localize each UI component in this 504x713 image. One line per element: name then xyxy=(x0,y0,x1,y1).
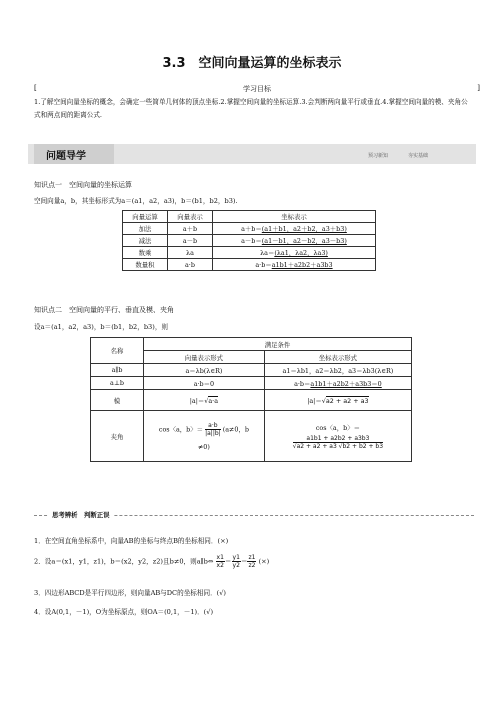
cell-answer: (a1＋b1，a2＋b2，a3＋b3) xyxy=(261,225,347,233)
cell-answer: a1b1＋a2b2＋a3b3 xyxy=(271,261,333,269)
k1-heading: 知识点一 空间向量的坐标运算 xyxy=(34,181,132,189)
banner-tab xyxy=(34,144,114,164)
table-cell: 数量积 xyxy=(123,259,168,271)
table-cell: a∥b xyxy=(91,364,144,377)
cell-prefix: |a|＝ xyxy=(189,396,205,405)
denominator: z2 xyxy=(248,562,256,569)
fraction xyxy=(247,554,256,569)
left-bracket: [ xyxy=(34,84,37,92)
table-row xyxy=(91,411,412,462)
sqrt-icon: √ xyxy=(321,396,326,405)
table-cell: a⊥b xyxy=(91,377,144,390)
table-cell: a1＝λb1，a2＝λb2，a3＝λb3(λ∈R) xyxy=(264,364,411,377)
table-header-row xyxy=(123,211,376,223)
table-row xyxy=(123,247,376,259)
table-cell: a·b xyxy=(167,259,212,271)
question-2: 2．设a＝(x1，y1，z1)，b＝(x2，y2，z2)且b≠0，则a∥b⇔ $\frac{x1}{x2}=$ $\frac{y1}{y2}=$ $\frac{z1}{z2}$ (×) xyxy=(34,554,270,569)
table-cell xyxy=(144,390,265,411)
table-cell xyxy=(212,247,375,259)
table-cell: 模 xyxy=(91,390,144,411)
condition-2: ≠0) xyxy=(197,442,210,451)
numerator: a·b xyxy=(205,422,221,430)
sqrt-icon: √ xyxy=(204,396,209,405)
table-cell xyxy=(212,235,375,247)
table-header: 满足条件 xyxy=(144,338,412,351)
table-header: 坐标表示 xyxy=(212,211,375,223)
table-cell: a＋b xyxy=(167,223,212,235)
think-divider xyxy=(34,510,474,520)
table-header: 向量表示 xyxy=(167,211,212,223)
table-cell: a·b＝0 xyxy=(144,377,265,390)
denominator: √a2 + a2 + a3 √b2 + b2 + b3 xyxy=(292,442,384,450)
condition: (a≠0，b xyxy=(222,425,249,433)
table-cell xyxy=(212,223,375,235)
fraction xyxy=(216,554,225,569)
question-answer: (×) xyxy=(258,557,270,566)
cell-prefix: cos〈a，b〉＝ xyxy=(315,423,360,432)
banner-sub2: 夯实基础 xyxy=(407,153,428,159)
learning-goals-heading: 学习目标 xyxy=(243,85,271,93)
cell-prefix: a＋b＝ xyxy=(241,225,262,233)
table-row xyxy=(91,390,412,411)
cell-answer: (λa1，λa2，λa3) xyxy=(274,249,328,257)
cell-prefix: a·b＝ xyxy=(255,261,272,269)
question-3: 3．四边形ABCD是平行四边形，则向量AB与DC的坐标相同．(√) xyxy=(34,589,227,597)
table-header-row xyxy=(91,338,412,351)
numerator: a1b1 + a2b2 + a3b3 xyxy=(293,435,383,443)
table-header: 坐标表示形式 xyxy=(264,351,411,364)
page-title: 3.3 空间向量运算的坐标表示 xyxy=(162,56,342,71)
table-header: 名称 xyxy=(91,338,144,364)
radicand: b2 + b2 + b3 xyxy=(342,442,384,450)
k1-intro: 空间向量a，b，其坐标形式为a＝(a1，a2，a3)，b＝(b1，b2，b3). xyxy=(34,197,238,205)
radicand: a2 + a2 + a3 xyxy=(325,396,369,405)
question-1: 1．在空间直角坐标系中，向量AB的坐标与终点B的坐标相同．(×) xyxy=(34,537,229,545)
learning-goals-text: 1.了解空间向量坐标的概念，会确定一些简单几何体的顶点坐标.2.掌握空间向量的坐标运算.3.会判断两向量平行或垂直.4.掌握空间向量的模、夹角公式和两点间的距离公式. xyxy=(34,98,468,119)
k2-heading: 知识点二 空间向量的平行、垂直及模、夹角 xyxy=(34,306,174,314)
numerator: x1 xyxy=(216,554,224,561)
cell-answer: (a1－b1，a2－b2，a3－b3) xyxy=(261,237,347,245)
denominator: y2 xyxy=(232,562,240,569)
table-cell: 减法 xyxy=(123,235,168,247)
numerator: z1 xyxy=(248,554,256,561)
cell-answer: a1b1＋a2b2＋a3b3＝0 xyxy=(310,379,382,388)
table-cell: λa xyxy=(167,247,212,259)
table-cell: a＝λb(λ∈R) xyxy=(144,364,265,377)
numerator: y1 xyxy=(232,554,240,561)
cell-prefix: λa＝ xyxy=(260,249,275,257)
table-header: 向量运算 xyxy=(123,211,168,223)
table-row xyxy=(91,377,412,390)
table-row xyxy=(123,235,376,247)
cell-prefix: cos〈a，b〉＝ xyxy=(158,425,204,433)
table-cell xyxy=(212,259,375,271)
table-cell xyxy=(264,411,411,462)
table-header: 向量表示形式 xyxy=(144,351,265,364)
radicand: a·a xyxy=(208,396,219,405)
table-cell: 数乘 xyxy=(123,247,168,259)
vector-relations-table xyxy=(90,337,412,462)
coord-operation-table xyxy=(122,210,376,271)
cell-prefix: a·b＝ xyxy=(294,379,311,388)
denominator: |a||b| xyxy=(205,429,221,437)
right-bracket: ] xyxy=(477,84,480,92)
table-cell xyxy=(144,411,265,462)
fraction xyxy=(205,422,221,437)
question-4: 4．设A(0,1，－1)，O为坐标原点，则OA＝(0,1，－1)．(√) xyxy=(34,608,214,616)
k2-intro: 设a＝(a1，a2，a3)，b＝(b1，b2，b3)，则 xyxy=(34,323,169,331)
table-row xyxy=(123,223,376,235)
table-cell xyxy=(264,377,411,390)
fraction xyxy=(293,435,383,450)
table-cell xyxy=(264,390,411,411)
fraction xyxy=(232,554,241,569)
question-text: 2．设a＝(x1，y1，z1)，b＝(x2，y2，z2)且b≠0，则a∥b⇔ xyxy=(34,557,214,566)
banner-label: 问题导学 xyxy=(46,151,86,162)
section-banner xyxy=(28,144,476,164)
banner-sub1: 预习新知 xyxy=(367,153,388,159)
table-row xyxy=(91,364,412,377)
denominator: x2 xyxy=(216,562,224,569)
table-row xyxy=(123,259,376,271)
table-cell: a－b xyxy=(167,235,212,247)
radicand: a2 + a2 + a3 xyxy=(296,442,337,450)
think-label: 思考辨析 判断正误 xyxy=(48,510,114,519)
table-cell: 加法 xyxy=(123,223,168,235)
cell-prefix: |a|＝ xyxy=(307,396,322,405)
cell-prefix: a－b＝ xyxy=(241,237,262,245)
table-cell: 夹角 xyxy=(91,411,144,462)
